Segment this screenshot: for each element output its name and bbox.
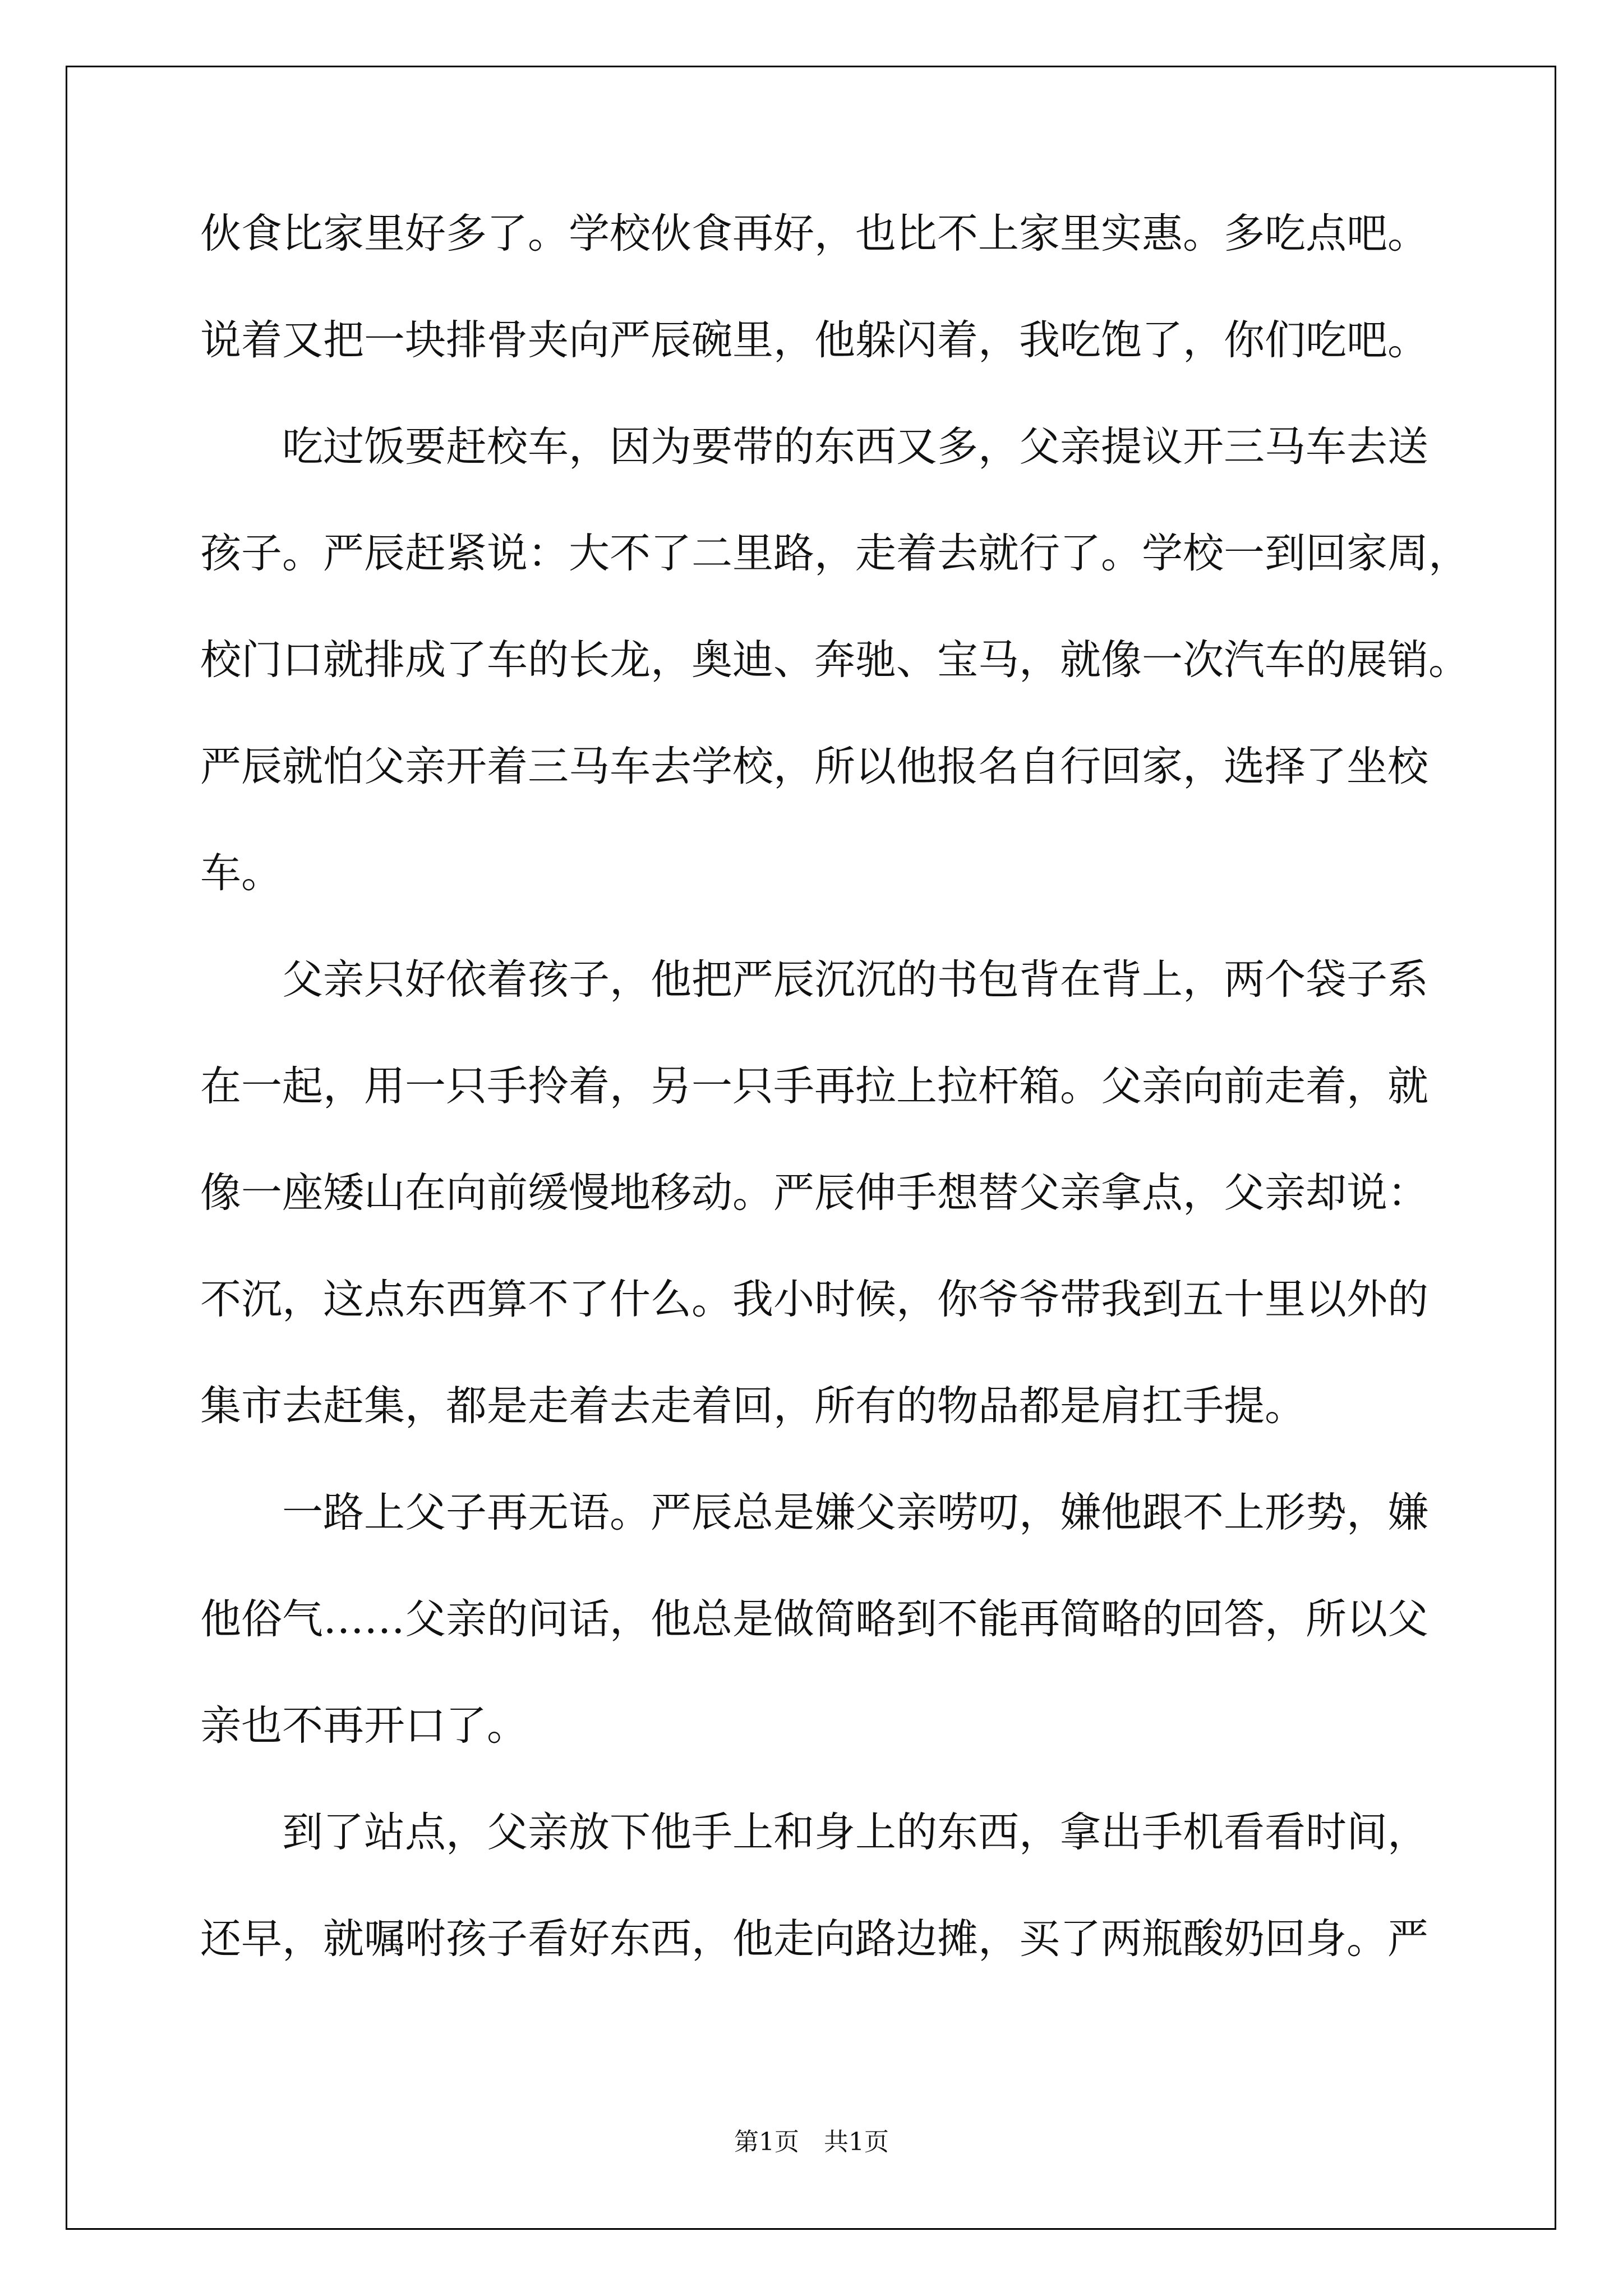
text-line: 父亲只好依着孩子，他把严辰沉沉的书包背在背上，两个袋子系 [200, 956, 1428, 1004]
page-border [66, 66, 1556, 2230]
text-line: 亲也不再开口了。 [200, 1702, 528, 1750]
text-line: 一路上父子再无语。严辰总是嫌父亲唠叨，嫌他跟不上形势，嫌 [200, 1489, 1428, 1536]
text-line: 严辰就怕父亲开着三马车去学校，所以他报名自行回家，选择了坐校 [200, 743, 1428, 790]
text-line: 吃过饭要赶校车，因为要带的东西又多，父亲提议开三马车去送 [200, 423, 1428, 471]
text-line: 车。 [200, 849, 282, 897]
text-line: 在一起，用一只手拎着，另一只手再拉上拉杆箱。父亲向前走着，就 [200, 1062, 1428, 1110]
text-line: 不沉，这点东西算不了什么。我小时候，你爷爷带我到五十里以外的 [200, 1276, 1428, 1323]
text-line: 校门口就排成了车的长龙，奥迪、奔驰、宝马，就像一次汽车的展销。 [200, 636, 1469, 684]
text-line: 到了站点，父亲放下他手上和身上的东西，拿出手机看看时间， [200, 1809, 1428, 1856]
text-line: 孩子。严辰赶紧说：大不了二里路，走着去就行了。学校一到回家周， [200, 530, 1469, 577]
text-line: 像一座矮山在向前缓慢地移动。严辰伸手想替父亲拿点，父亲却说： [200, 1169, 1428, 1217]
text-line: 他俗气……父亲的问话，他总是做简略到不能再简略的回答，所以父 [200, 1595, 1428, 1643]
text-line: 伙食比家里好多了。学校伙食再好，也比不上家里实惠。多吃点吧。 [200, 210, 1428, 257]
text-line: 还早，就嘱咐孩子看好东西，他走向路边摊，买了两瓶酸奶回身。严 [200, 1915, 1428, 1963]
text-line: 说着又把一块排骨夹向严辰碗里，他躲闪着，我吃饱了，你们吃吧。 [200, 316, 1428, 364]
page-number-footer: 第1页 共1页 [734, 2128, 889, 2156]
text-line: 集市去赶集，都是走着去走着回，所有的物品都是肩扛手提。 [200, 1382, 1306, 1430]
